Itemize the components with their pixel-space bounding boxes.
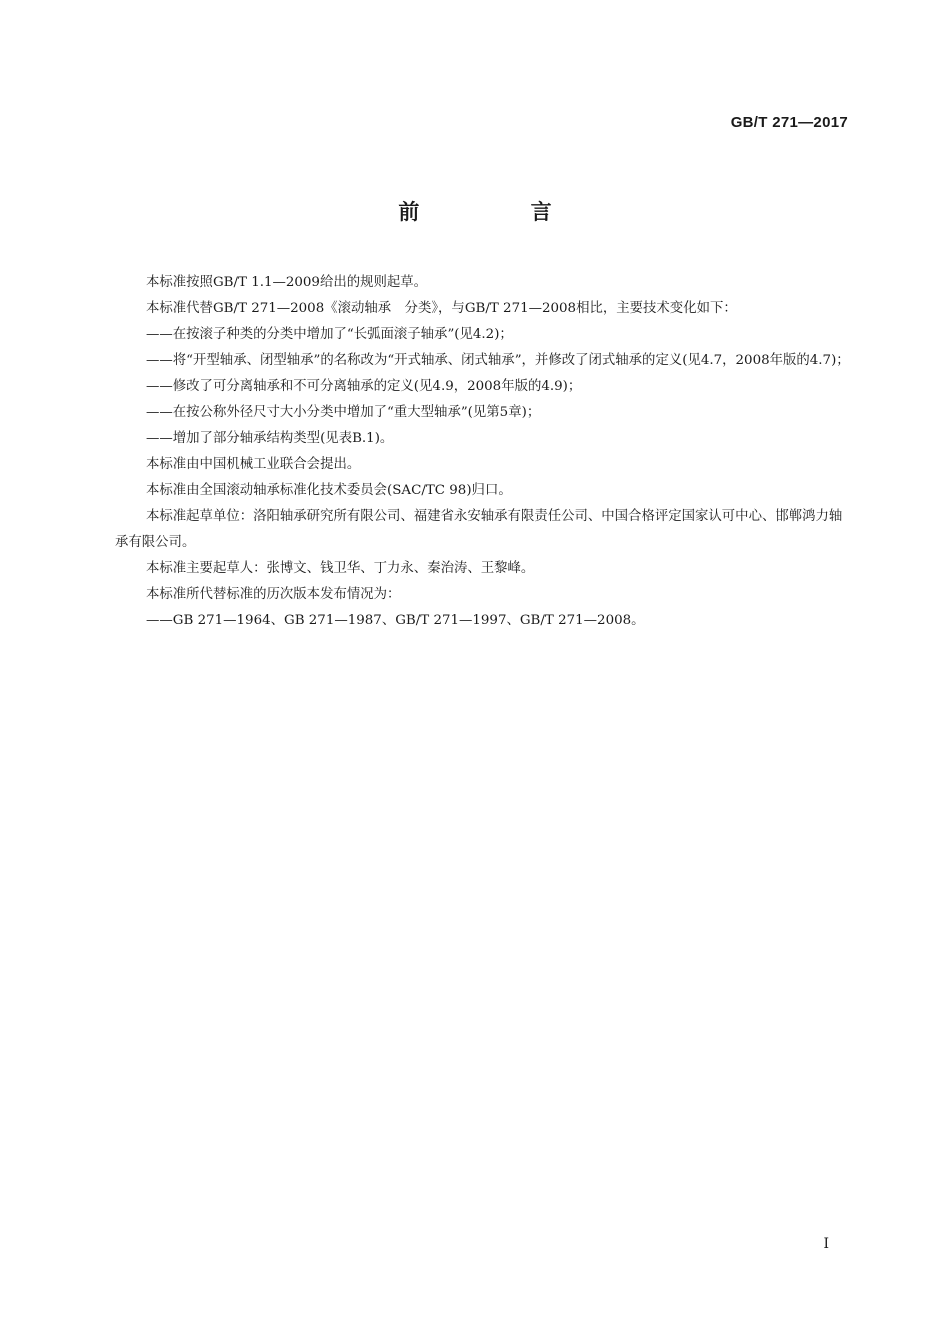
change-item: ——将“开型轴承、闭型轴承”的名称改为“开式轴承、闭式轴承”，并修改了闭式轴承的定义(见4.7，2008年版的4.7)； bbox=[146, 353, 850, 368]
drafting-rules-paragraph: 本标准按照GB/T 1.1—2009给出的规则起草。 bbox=[146, 275, 428, 290]
history-item: ——GB 271—1964、GB 271—1987、GB/T 271—1997、GB/T 271—2008。 bbox=[146, 613, 645, 628]
change-item: ——修改了可分离轴承和不可分离轴承的定义(见4.9，2008年版的4.9)； bbox=[146, 379, 582, 394]
proposer-paragraph: 本标准由中国机械工业联合会提出。 bbox=[146, 457, 361, 472]
drafters-paragraph: 本标准主要起草人：张博文、钱卫华、丁力永、秦治涛、王黎峰。 bbox=[146, 561, 535, 576]
page-title: 前 言 bbox=[398, 200, 604, 224]
committee-paragraph: 本标准由全国滚动轴承标准化技术委员会(SAC/TC 98)归口。 bbox=[146, 483, 512, 498]
change-item: ——增加了部分轴承结构类型(见表B.1)。 bbox=[146, 431, 394, 446]
standard-code: GB/T 271—2017 bbox=[730, 114, 848, 131]
replacement-paragraph: 本标准代替GB/T 271—2008《滚动轴承 分类》，与GB/T 271—2008相比，主要技术变化如下： bbox=[146, 301, 737, 316]
change-item: ——在按公称外径尺寸大小分类中增加了“重大型轴承”(见第5章)； bbox=[146, 405, 541, 420]
page-number: I bbox=[823, 1236, 829, 1252]
change-item: ——在按滚子种类的分类中增加了“长弧面滚子轴承”(见4.2)； bbox=[146, 327, 513, 342]
history-intro-paragraph: 本标准所代替标准的历次版本发布情况为： bbox=[146, 587, 401, 602]
drafting-units-paragraph: 本标准起草单位：洛阳轴承研究所有限公司、福建省永安轴承有限责任公司、中国合格评定国家认可中心、邯郸鸿力轴承有限公司。 bbox=[115, 509, 843, 550]
foreword-body bbox=[115, 270, 855, 634]
